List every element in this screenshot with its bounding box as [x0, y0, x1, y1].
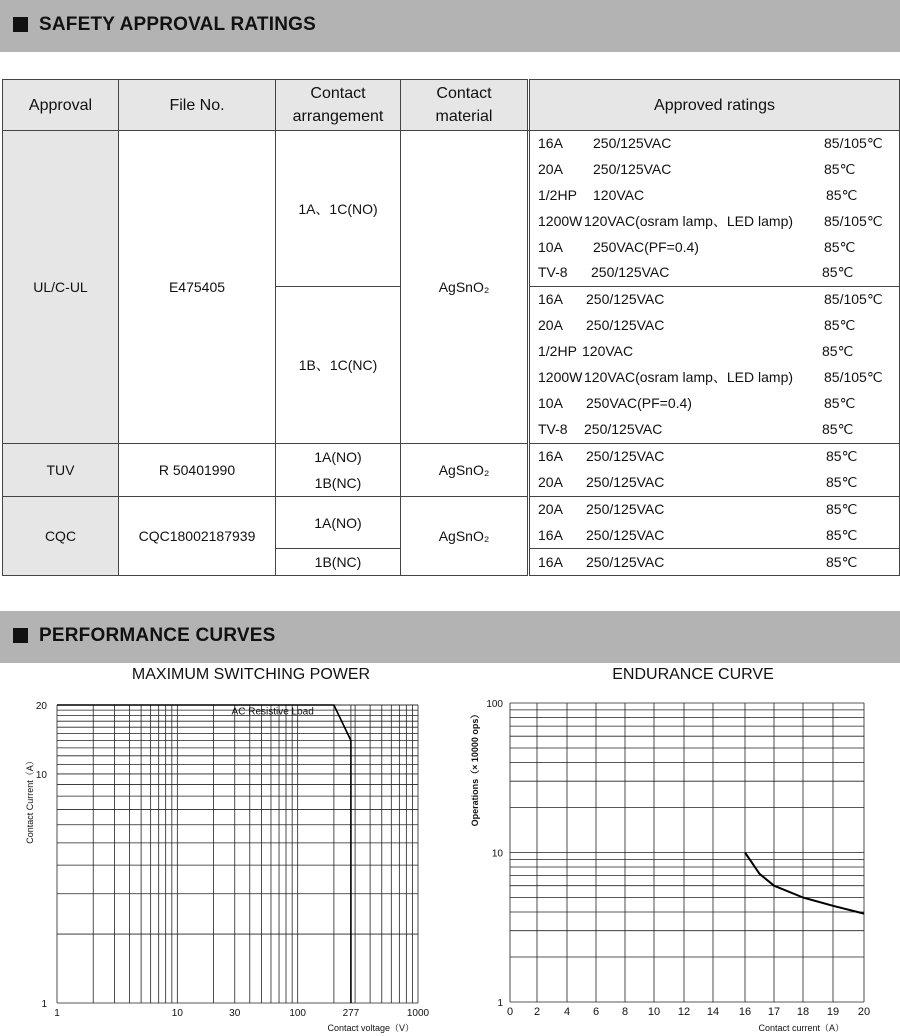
rating-current: 16A — [538, 553, 563, 570]
arrangement-text: 1B(NC) — [314, 474, 362, 491]
rating-spec: 250/125VAC — [586, 447, 665, 464]
rating-current: 16A — [538, 291, 563, 308]
rating-current: 20A — [538, 473, 563, 490]
y-tick-label: 1 — [497, 998, 503, 1009]
rating-spec: 120VAC — [593, 186, 645, 203]
rating-temp: 85℃ — [826, 473, 858, 490]
rating-spec: 120VAC — [582, 343, 634, 360]
rating-current: TV-8 — [538, 264, 568, 281]
arrangement-cell: 1B、1C(NC) — [276, 287, 401, 443]
file-no-cell: R 50401990 — [119, 443, 276, 496]
rating-temp: 85℃ — [826, 186, 858, 203]
rating-current: 10A — [538, 394, 563, 411]
x-tick-label: 12 — [677, 1006, 691, 1018]
arrangement-cell: 1B(NC) — [276, 549, 401, 576]
rating-spec: 250/125VAC — [593, 160, 672, 177]
x-tick-label: 100 — [289, 1008, 307, 1019]
y-axis-label: Operations（× 10000 ops） — [470, 709, 480, 827]
arrangement-text: 1A(NO) — [314, 448, 362, 465]
header-text: arrangement — [292, 108, 384, 125]
rating-spec: 250/125VAC — [586, 317, 665, 334]
rating-temp: 85/105℃ — [824, 135, 883, 151]
rating-spec: 120VAC(osram lamp、LED lamp) — [584, 212, 794, 229]
rating-current: 20A — [538, 160, 563, 177]
rating-current: TV-8 — [538, 420, 568, 437]
y-tick-label: 1 — [41, 999, 47, 1010]
x-axis-label: Contact current（A） — [758, 1023, 844, 1033]
x-tick-label: 1000 — [406, 1008, 430, 1019]
rating-spec: 250VAC(PF=0.4) — [593, 238, 699, 255]
rating-current: 1/2HP — [538, 343, 577, 360]
x-tick-label: 2 — [533, 1006, 541, 1018]
rating-current: 16A — [538, 526, 563, 543]
x-tick-label: 30 — [229, 1008, 241, 1019]
rating-spec: 250/125VAC — [584, 420, 663, 437]
approval-cell: TUV — [3, 443, 119, 496]
x-tick-label: 0 — [506, 1006, 514, 1018]
x-tick-label: 8 — [621, 1006, 629, 1018]
y-axis-label: Contact Current（A） — [25, 756, 35, 844]
material-cell: AgSnO₂ — [401, 443, 528, 496]
x-tick-label: 1 — [54, 1008, 60, 1019]
material-cell: AgSnO₂ — [401, 496, 528, 576]
arrangement-cell: 1A(NO) — [276, 496, 401, 549]
rating-spec: 250/125VAC — [586, 473, 665, 490]
rating-spec: 250/125VAC — [591, 264, 670, 281]
rating-temp: 85℃ — [824, 238, 856, 255]
rating-spec: 250/125VAC — [586, 553, 665, 570]
rating-current: 1200W — [538, 212, 583, 229]
rating-temp: 85℃ — [824, 160, 856, 177]
rating-spec: 250/125VAC — [593, 135, 672, 151]
y-tick-label: 10 — [491, 848, 503, 860]
material-cell: AgSnO₂ — [401, 131, 528, 444]
rating-temp: 85℃ — [822, 343, 854, 360]
x-tick-label: 6 — [592, 1006, 600, 1018]
arrangement-cell: 1A、1C(NO) — [276, 131, 401, 287]
approval-cell: UL/C-UL — [3, 131, 119, 444]
rating-temp: 85/105℃ — [824, 291, 883, 308]
y-tick-label: 100 — [486, 699, 503, 710]
y-tick-label: 10 — [35, 769, 47, 781]
x-tick-label: 19 — [826, 1006, 840, 1018]
x-tick-label: 277 — [342, 1008, 360, 1019]
x-axis-label: Contact voltage（V） — [327, 1023, 414, 1033]
header-text: material — [435, 108, 493, 125]
rating-temp: 85/105℃ — [824, 369, 883, 386]
rating-current: 16A — [538, 447, 563, 464]
header-file-no: File No. — [119, 80, 276, 131]
rating-temp: 85℃ — [826, 500, 858, 517]
rating-temp: 85℃ — [826, 526, 858, 543]
rating-current: 10A — [538, 238, 563, 255]
file-no-cell: E475405 — [119, 131, 276, 444]
rating-temp: 85℃ — [826, 553, 858, 570]
rating-temp: 85℃ — [822, 420, 854, 437]
y-tick-label: 20 — [35, 701, 47, 712]
approval-cell: CQC — [3, 496, 119, 576]
header-text: Contact — [310, 85, 366, 102]
section-title: SAFETY APPROVAL RATINGS — [39, 14, 316, 35]
header-approved-ratings: Approved ratings — [530, 80, 900, 131]
chart-title-switching: MAXIMUM SWITCHING POWER — [131, 666, 371, 683]
rating-spec: 120VAC(osram lamp、LED lamp) — [584, 369, 794, 386]
annotation-label: AC Resistive Load — [231, 706, 314, 718]
rating-temp: 85℃ — [824, 394, 856, 411]
rating-current: 20A — [538, 317, 563, 334]
rating-spec: 250/125VAC — [586, 500, 665, 517]
rating-temp: 85℃ — [826, 447, 858, 464]
rating-temp: 85℃ — [824, 317, 856, 334]
header-text: Contact — [436, 85, 492, 102]
file-no-cell: CQC18002187939 — [119, 496, 276, 576]
rating-current: 16A — [538, 135, 563, 151]
series-line — [745, 853, 864, 914]
series-line — [57, 705, 351, 1003]
rating-spec: 250VAC(PF=0.4) — [586, 394, 692, 411]
rating-current: 20A — [538, 500, 563, 517]
rating-temp: 85℃ — [822, 264, 854, 281]
x-tick-label: 10 — [171, 1008, 183, 1019]
x-tick-label: 18 — [796, 1006, 810, 1018]
rating-temp: 85/105℃ — [824, 212, 883, 229]
rating-spec: 250/125VAC — [586, 526, 665, 543]
rating-spec: 250/125VAC — [586, 291, 665, 308]
rating-current: 1/2HP — [538, 186, 577, 203]
chart-title-endurance: ENDURANCE CURVE — [612, 666, 774, 683]
x-tick-label: 17 — [767, 1006, 781, 1018]
x-tick-label: 4 — [563, 1006, 571, 1018]
x-tick-label: 16 — [738, 1006, 752, 1018]
x-tick-label: 20 — [857, 1006, 871, 1018]
x-tick-label: 14 — [706, 1006, 720, 1018]
header-approval: Approval — [3, 80, 119, 131]
section-title: PERFORMANCE CURVES — [39, 625, 276, 646]
x-tick-label: 10 — [647, 1006, 661, 1018]
rating-current: 1200W — [538, 369, 583, 386]
